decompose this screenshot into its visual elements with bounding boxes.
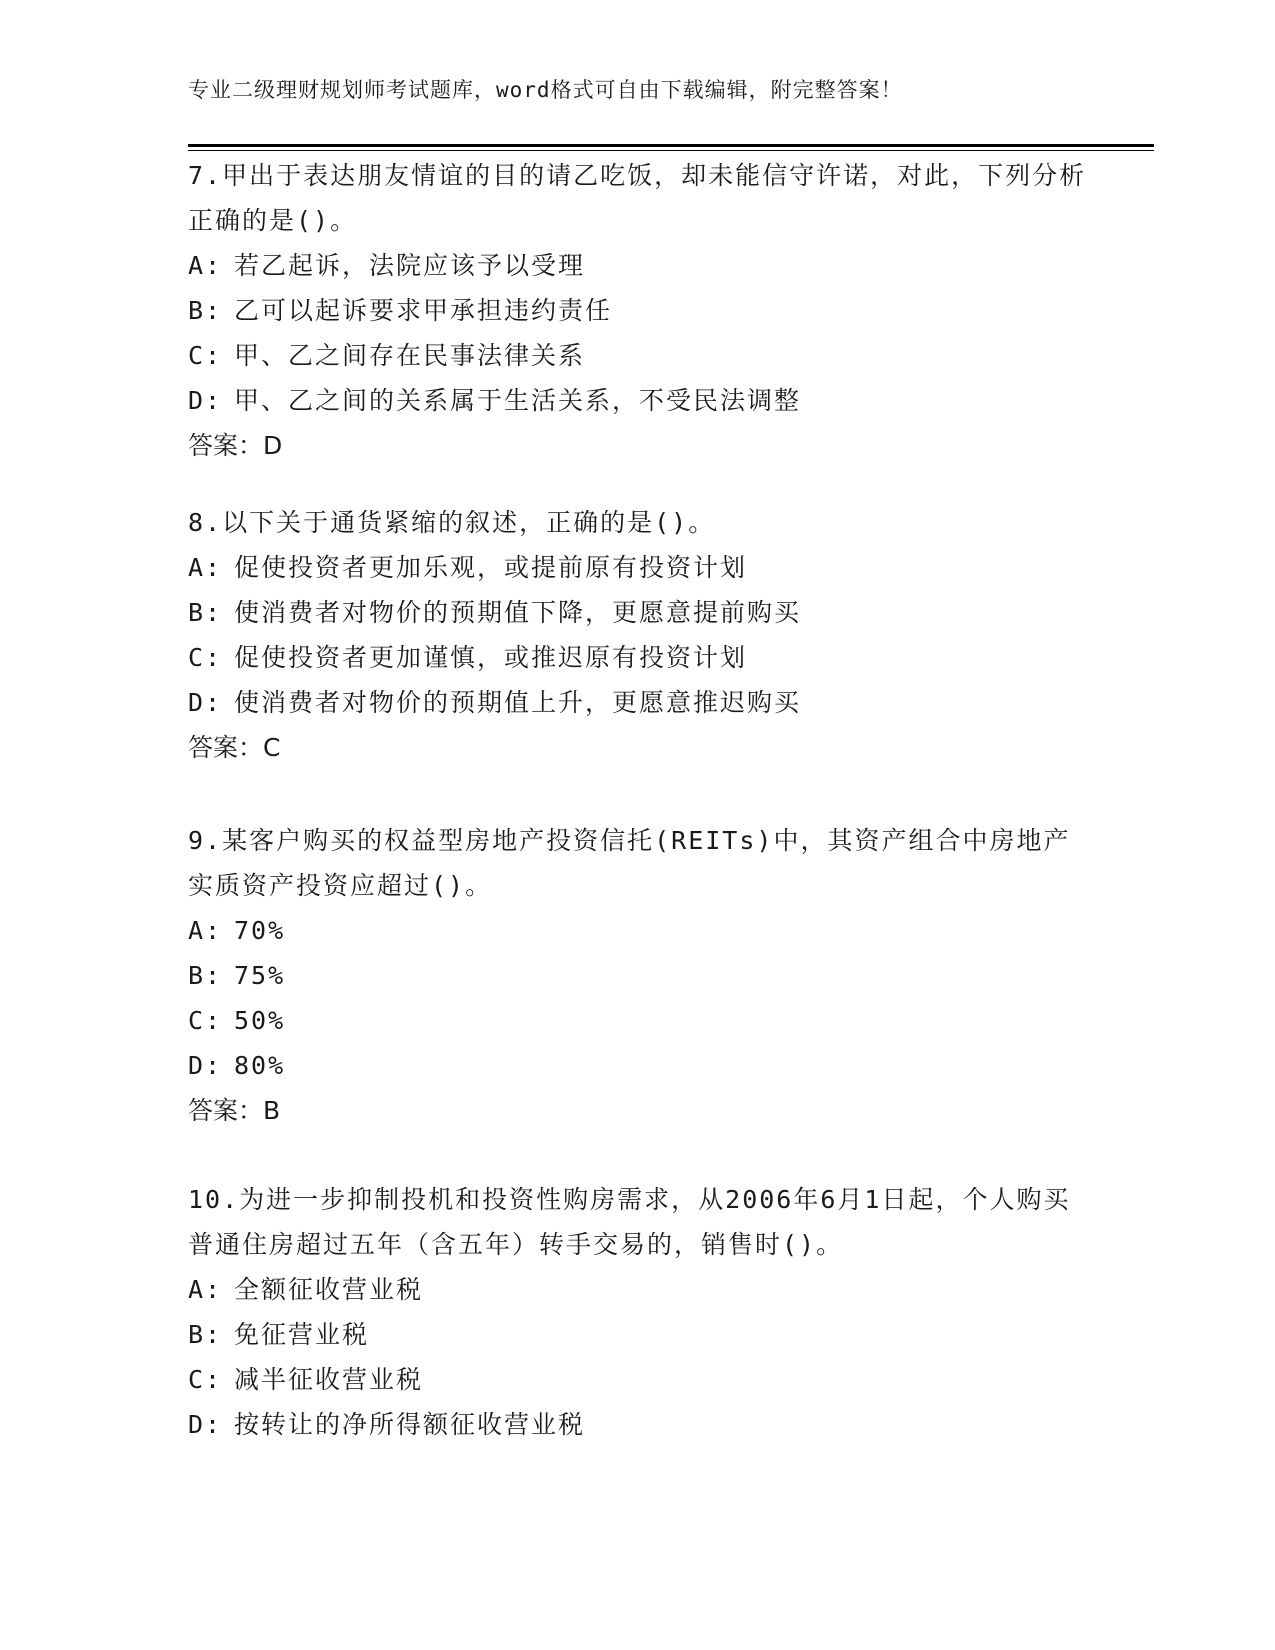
option-letter: B: — [188, 1320, 223, 1349]
option-letter: D: — [188, 688, 223, 717]
option-letter: B: — [188, 598, 223, 627]
question-stem: 10.为进一步抑制投机和投资性购房需求，从2006年6月1日起，个人购买普通住房超过五年（含五年）转手交易的，销售时()。 — [188, 1185, 1071, 1259]
option-text: 使消费者对物价的预期值上升，更愿意推迟购买 — [234, 688, 802, 717]
header-rule-thin — [188, 150, 1154, 151]
option-c — [188, 635, 1088, 680]
header-rule-thick — [188, 144, 1154, 147]
option-text: 若乙起诉，法院应该予以受理 — [234, 251, 586, 280]
page-header: 专业二级理财规划师考试题库，word格式可自由下载编辑，附完整答案！ — [188, 78, 903, 102]
option-a — [188, 908, 1088, 953]
option-letter: C: — [188, 1006, 223, 1035]
option-letter: C: — [188, 643, 223, 672]
option-letter: D: — [188, 386, 223, 415]
question-7 — [188, 153, 1088, 468]
option-letter: D: — [188, 1410, 223, 1439]
option-text: 甲、乙之间存在民事法律关系 — [234, 341, 586, 370]
option-a — [188, 545, 1088, 590]
option-letter: C: — [188, 1365, 223, 1394]
option-text: 免征营业税 — [234, 1320, 370, 1349]
option-a — [188, 1267, 1088, 1312]
option-letter: D: — [188, 1051, 223, 1080]
option-a — [188, 243, 1088, 288]
option-text: 促使投资者更加谨慎，或推迟原有投资计划 — [234, 643, 748, 672]
answer: 答案：C — [188, 733, 281, 762]
option-text: 75% — [234, 961, 286, 990]
option-text: 50% — [234, 1006, 286, 1035]
option-letter: C: — [188, 341, 223, 370]
question-stem: 8.以下关于通货紧缩的叙述，正确的是()。 — [188, 508, 716, 537]
option-text: 减半征收营业税 — [234, 1365, 424, 1394]
answer: 答案：B — [188, 1096, 281, 1125]
option-b — [188, 288, 1088, 333]
option-text: 乙可以起诉要求甲承担违约责任 — [234, 296, 613, 325]
option-b — [188, 590, 1088, 635]
option-text: 甲、乙之间的关系属于生活关系，不受民法调整 — [234, 386, 802, 415]
option-d — [188, 378, 1088, 423]
option-d — [188, 1043, 1088, 1088]
option-letter: A: — [188, 553, 223, 582]
question-stem: 7.甲出于表达朋友情谊的目的请乙吃饭，却未能信守许诺，对此，下列分析正确的是()。 — [188, 161, 1087, 235]
option-b — [188, 953, 1088, 998]
option-letter: A: — [188, 916, 223, 945]
question-10 — [188, 1177, 1088, 1447]
question-9 — [188, 818, 1088, 1133]
option-d — [188, 680, 1088, 725]
option-d — [188, 1402, 1088, 1447]
option-text: 全额征收营业税 — [234, 1275, 424, 1304]
question-8 — [188, 500, 1088, 770]
option-letter: B: — [188, 296, 223, 325]
answer: 答案：D — [188, 431, 283, 460]
option-c — [188, 1357, 1088, 1402]
option-letter: B: — [188, 961, 223, 990]
option-text: 使消费者对物价的预期值下降，更愿意提前购买 — [234, 598, 802, 627]
option-text: 70% — [234, 916, 286, 945]
option-text: 促使投资者更加乐观，或提前原有投资计划 — [234, 553, 748, 582]
option-b — [188, 1312, 1088, 1357]
option-c — [188, 998, 1088, 1043]
question-stem: 9.某客户购买的权益型房地产投资信托(REITs)中，其资产组合中房地产实质资产投资应超过()。 — [188, 826, 1071, 900]
option-c — [188, 333, 1088, 378]
option-text: 按转让的净所得额征收营业税 — [234, 1410, 586, 1439]
option-letter: A: — [188, 251, 223, 280]
option-text: 80% — [234, 1051, 286, 1080]
option-letter: A: — [188, 1275, 223, 1304]
